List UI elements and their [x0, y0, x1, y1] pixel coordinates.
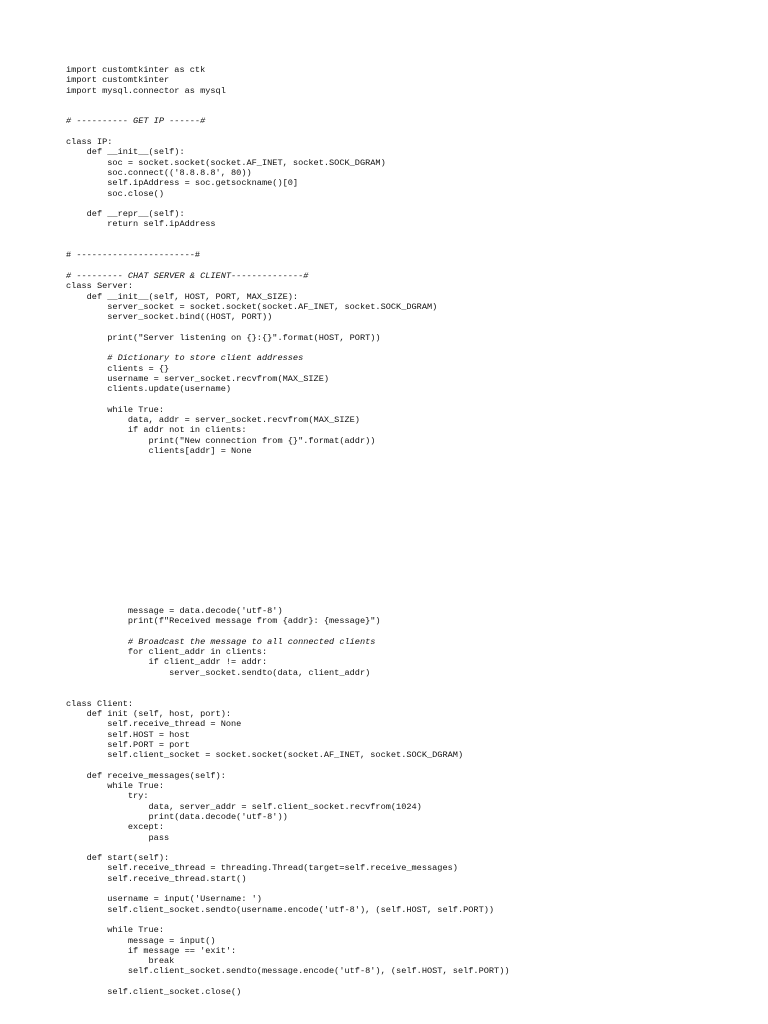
code-line: # Broadcast the message to all connected clients: [66, 636, 376, 647]
code-line: import customtkinter: [66, 75, 170, 86]
code-line: data, server_addr = self.client_socket.recvfrom(1024): [66, 801, 422, 812]
code-line: print(data.decode('utf-8')): [66, 811, 288, 822]
code-line: data, addr = server_socket.recvfrom(MAX_SIZE): [66, 415, 360, 426]
code-line: clients[addr] = None: [66, 445, 252, 456]
code-line: # Dictionary to store client addresses: [66, 353, 304, 364]
code-line: pass: [66, 832, 170, 843]
blank-line: [66, 96, 437, 106]
blank-line: [66, 843, 510, 853]
blank-line: [66, 884, 510, 894]
code-line: self.receive_thread = None: [66, 719, 242, 730]
code-line: def __init__(self, HOST, PORT, MAX_SIZE):: [66, 291, 299, 302]
blank-line: [66, 977, 510, 987]
code-line: clients = {}: [66, 363, 170, 374]
code-line: if client_addr != addr:: [66, 657, 268, 668]
code-line: return self.ipAddress: [66, 219, 216, 230]
code-line: # --------- CHAT SERVER & CLIENT--------------#: [66, 270, 309, 281]
code-line: if message == 'exit':: [66, 945, 237, 956]
code-line: def start(self):: [66, 853, 170, 864]
code-line: print("Server listening on {}:{}".format(HOST, PORT)): [66, 332, 381, 343]
code-line: self.receive_thread = threading.Thread(target=self.receive_messages): [66, 863, 458, 874]
code-line: username = input('Username: '): [66, 894, 262, 905]
code-line: self.client_socket = socket.socket(socket.AF_INET, socket.SOCK_DGRAM): [66, 750, 464, 761]
code-line: while True:: [66, 925, 164, 936]
code-block-bottom: [66, 606, 510, 997]
code-line: print("New connection from {}".format(addr)): [66, 435, 376, 446]
code-line: self.client_socket.close(): [66, 986, 242, 997]
code-line: try:: [66, 791, 149, 802]
blank-line: [66, 322, 437, 332]
code-line: soc.close(): [66, 188, 164, 199]
code-line: break: [66, 956, 175, 967]
blank-line: [66, 261, 437, 271]
code-line: def __repr__(self):: [66, 209, 185, 220]
code-line: self.ipAddress = soc.getsockname()[0]: [66, 178, 299, 189]
blank-line: [66, 240, 437, 250]
code-line: class Client:: [66, 698, 134, 709]
code-line: # -----------------------#: [66, 250, 201, 261]
blank-line: [66, 688, 510, 698]
blank-line: [66, 106, 437, 116]
blank-line: [66, 627, 510, 637]
code-line: print(f"Received message from {addr}: {message}"): [66, 616, 381, 627]
code-line: self.PORT = port: [66, 739, 190, 750]
code-block-top: [66, 65, 437, 456]
blank-line: [66, 199, 437, 209]
code-line: self.client_socket.sendto(username.encode('utf-8'), (self.HOST, self.PORT)): [66, 904, 495, 915]
code-line: while True:: [66, 404, 164, 415]
code-line: username = server_socket.recvfrom(MAX_SIZE): [66, 373, 330, 384]
code-line: soc.connect(('8.8.8.8', 80)): [66, 167, 252, 178]
code-line: def __init__(self):: [66, 147, 185, 158]
code-line: import customtkinter as ctk: [66, 65, 206, 75]
code-line: self.receive_thread.start(): [66, 873, 247, 884]
blank-line: [66, 915, 510, 925]
code-line: self.client_socket.sendto(message.encode('utf-8'), (self.HOST, self.PORT)): [66, 966, 510, 977]
code-line: clients.update(username): [66, 384, 232, 395]
code-line: server_socket.bind((HOST, PORT)): [66, 312, 273, 323]
blank-line: [66, 127, 437, 137]
blank-line: [66, 760, 510, 770]
code-line: soc = socket.socket(socket.AF_INET, socket.SOCK_DGRAM): [66, 157, 386, 168]
code-line: def receive_messages(self):: [66, 770, 226, 781]
blank-line: [66, 395, 437, 405]
code-line: def init (self, host, port):: [66, 708, 232, 719]
code-line: self.HOST = host: [66, 729, 190, 740]
code-line: server_socket.sendto(data, client_addr): [66, 667, 371, 678]
code-line: for client_addr in clients:: [66, 647, 268, 658]
code-line: while True:: [66, 781, 164, 792]
blank-line: [66, 343, 437, 353]
code-line: message = data.decode('utf-8'): [66, 606, 283, 616]
code-line: if addr not in clients:: [66, 425, 247, 436]
blank-line: [66, 230, 437, 240]
code-line: class Server:: [66, 281, 134, 292]
code-line: message = input(): [66, 935, 216, 946]
code-line: server_socket = socket.socket(socket.AF_INET, socket.SOCK_DGRAM): [66, 301, 438, 312]
blank-line: [66, 678, 510, 688]
code-line: # ---------- GET IP ------#: [66, 116, 206, 127]
code-line: except:: [66, 822, 164, 833]
code-line: class IP:: [66, 137, 113, 148]
code-line: import mysql.connector as mysql: [66, 85, 226, 96]
